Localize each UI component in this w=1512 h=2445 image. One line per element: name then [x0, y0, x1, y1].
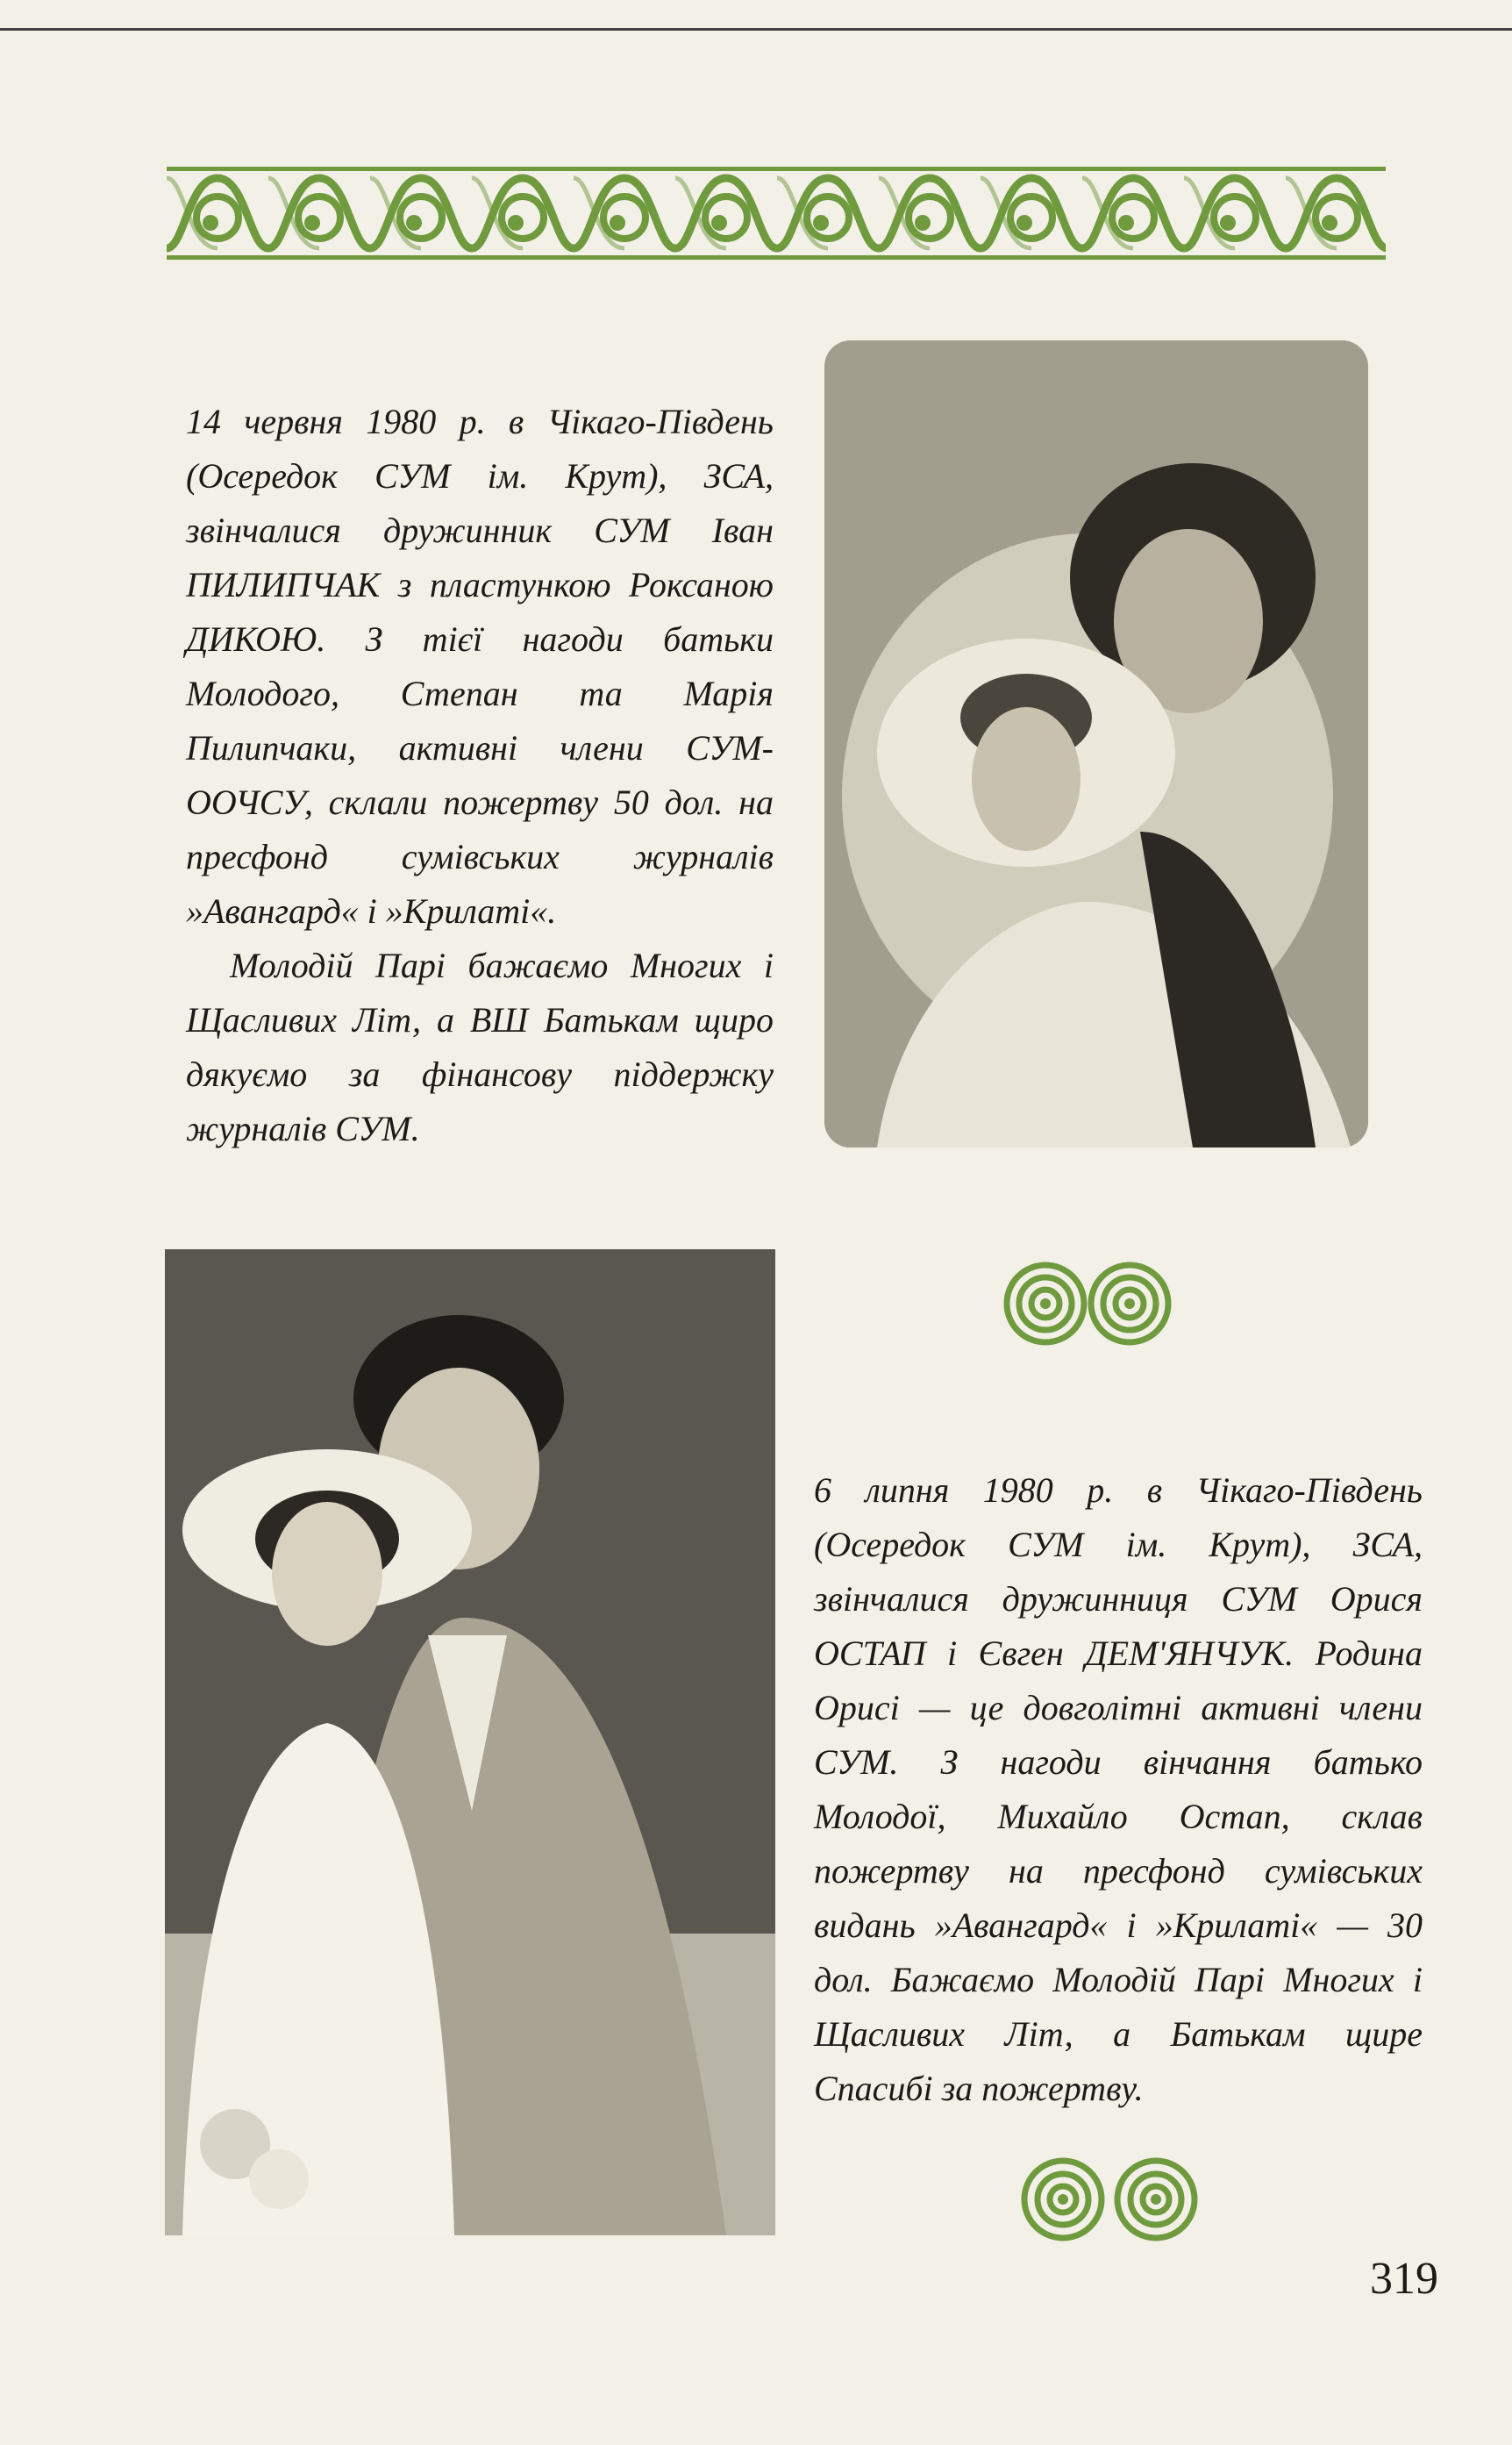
- wedding-photo-demianchuk: [165, 1249, 775, 2235]
- wishes-paragraph: Молодій Парі бажаємо Многих і Щасливих Літ, а ВШ Батькам щиро дякуємо за фінансову піддержку журналів СУМ.: [186, 946, 774, 1148]
- wedding-announcement-ostap: [814, 1463, 1423, 2116]
- announcement-paragraph: 14 червня 1980 р. в Чікаго-Південь (Осередок СУМ ім. Крут), ЗСА, звінчалися дружинник СУМ Іван ПИЛИПЧАК з пластункою Роксаною ДИКОЮ. З тієї нагоди батьки Молодого, Степан та Марія Пилипчаки, активні члени СУМ-ООЧСУ, склали пожертву 50 дол. на пресфонд сумівських журналів »Авангард« і »Крилаті«.: [186, 402, 774, 931]
- couple-portrait-image: [824, 340, 1368, 1147]
- wedding-photo-pylypchak: [824, 340, 1368, 1147]
- page-top-rule: [0, 28, 1512, 31]
- page-number: 319: [1370, 2254, 1438, 2304]
- wave-scroll-border: [167, 165, 1386, 261]
- announcement-paragraph: 6 липня 1980 р. в Чікаго-Південь (Осередок СУМ ім. Крут), ЗСА, звінчалися дружинниця СУМ Орися ОСТАП і Євген ДЕМ'ЯНЧУК. Родина Орисі — це довголітні активні члени СУМ. З нагоди вінчання батько Молодої, Михайло Остап, склав пожертву на пресфонд сумівських видань »Авангард« і »Крилаті« — 30 дол. Бажаємо Молодій Парі Многих і Щасливих Літ, а Батькам щире Спасибі за пожертву.: [814, 1470, 1423, 2108]
- double-spiral-ornament: [1000, 1255, 1175, 1353]
- wedding-announcement-pylypchak: [186, 395, 774, 1156]
- double-spiral-ornament: [1009, 2151, 1210, 2248]
- couple-portrait-image: [165, 1249, 775, 2235]
